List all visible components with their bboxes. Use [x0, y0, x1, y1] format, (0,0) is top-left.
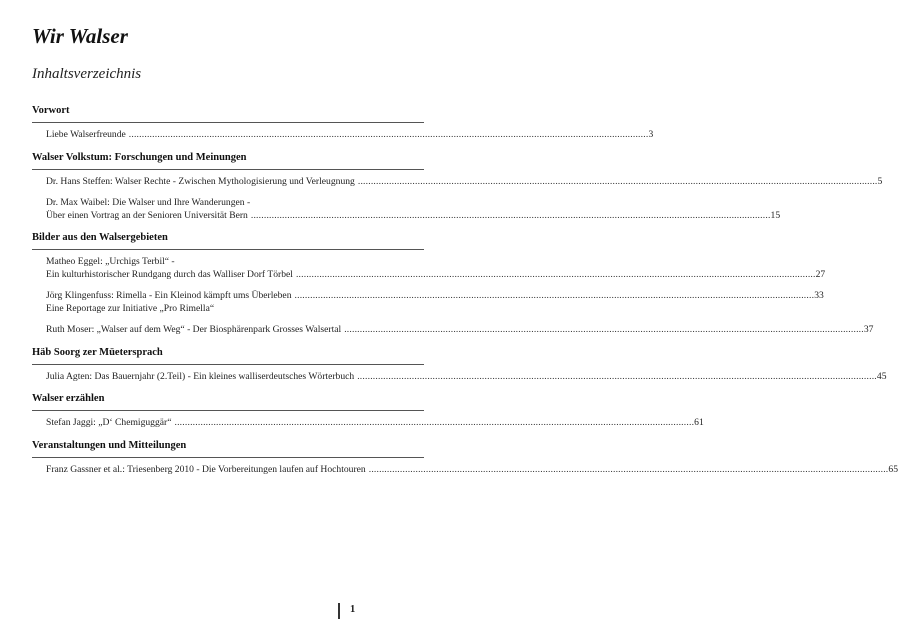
section-heading: Walser Volkstum: Forschungen und Meinungen [32, 151, 424, 170]
toc-entry[interactable] [46, 129, 654, 142]
toc-section [32, 392, 704, 430]
toc-entry[interactable] [46, 197, 781, 222]
entry-page-number: 37 [863, 324, 874, 335]
leader-dots: ........................................................................................................................................................................................................ [174, 417, 695, 428]
entry-page-number: 65 [888, 463, 898, 475]
entry-page-number: 33 [814, 290, 824, 301]
entry-page-number: 61 [694, 417, 704, 428]
leader-dots: ........................................................................................................................................................................................................ [357, 175, 878, 187]
toc-entry[interactable] [46, 256, 826, 281]
section-heading: Häb Soorg zer Müetersprach [32, 346, 424, 365]
entry-title-line: Dr. Max Waibel: Die Walser und Ihre Wanderungen - [46, 197, 251, 208]
toc-entry[interactable] [46, 175, 883, 189]
page-number: 1 [350, 604, 356, 615]
toc-entry[interactable] [46, 324, 874, 337]
toc-section [32, 439, 898, 477]
leader-dots: ........................................................................................................................................................................................................ [368, 463, 889, 475]
section-heading: Bilder aus den Walsergebieten [32, 231, 424, 250]
leader-dots: ........................................................................................................................................................................................................ [294, 290, 815, 301]
leader-dots: ........................................................................................................................................................................................................ [250, 209, 771, 221]
toc-entry[interactable] [46, 417, 704, 430]
leader-dots: ........................................................................................................................................................................................................ [344, 324, 864, 335]
entry-page-number: 27 [815, 268, 826, 280]
entry-title-line: Jörg Klingenfuss: Rimella - Ein Kleinod kämpft ums Überleben [46, 290, 292, 301]
toc-section [32, 104, 654, 142]
toc-section [32, 231, 874, 337]
page-number-divider [338, 603, 340, 619]
leader-dots: ........................................................................................................................................................................................................ [128, 129, 649, 140]
section-heading: Veranstaltungen und Mitteilungen [32, 439, 424, 458]
section-heading: Vorwort [32, 104, 424, 123]
entry-title-line: Ruth Moser: „Walser auf dem Weg“ - Der Biosphärenpark Grosses Walsertal [46, 324, 342, 335]
table-of-contents [32, 104, 898, 485]
toc-section [32, 151, 883, 223]
entry-page-number: 45 [876, 370, 887, 382]
entry-title-line: Matheo Eggel: „Urchigs Terbil“ - [46, 256, 175, 267]
entry-title-line: Franz Gassner et al.: Triesenberg 2010 - Die Vorbereitungen laufen auf Hochtouren [46, 463, 366, 475]
entry-title-line: Liebe Walserfreunde [46, 129, 126, 140]
section-heading: Walser erzählen [32, 392, 424, 411]
entry-title-line: Eine Reportage zur Initiative „Pro Rimella“ [46, 302, 215, 314]
toc-section [32, 346, 887, 384]
entry-page-number: 5 [877, 175, 883, 187]
toc-entry[interactable] [46, 463, 898, 477]
entry-title-line: Über einen Vortrag an der Senioren Universität Bern [46, 209, 248, 221]
toc-entry[interactable] [46, 290, 824, 315]
entry-title-line: Julia Agten: Das Bauernjahr (2.Teil) - Ein kleines walliserdeutsches Wörterbuch [46, 370, 355, 382]
entry-page-number: 3 [648, 129, 654, 140]
entry-page-number: 15 [770, 209, 781, 221]
document-title: Wir Walser [32, 24, 128, 48]
entry-title-line: Stefan Jaggi: „D‘ Chemiguggär“ [46, 417, 172, 428]
leader-dots: ........................................................................................................................................................................................................ [357, 370, 877, 382]
toc-entry[interactable] [46, 370, 887, 384]
leader-dots: ........................................................................................................................................................................................................ [295, 268, 816, 280]
entry-title-line: Ein kulturhistorischer Rundgang durch das Walliser Dorf Törbel [46, 268, 293, 280]
entry-title-line: Dr. Hans Steffen: Walser Rechte - Zwischen Mythologisierung und Verleugnung [46, 175, 355, 187]
toc-heading: Inhaltsverzeichnis [32, 66, 142, 82]
